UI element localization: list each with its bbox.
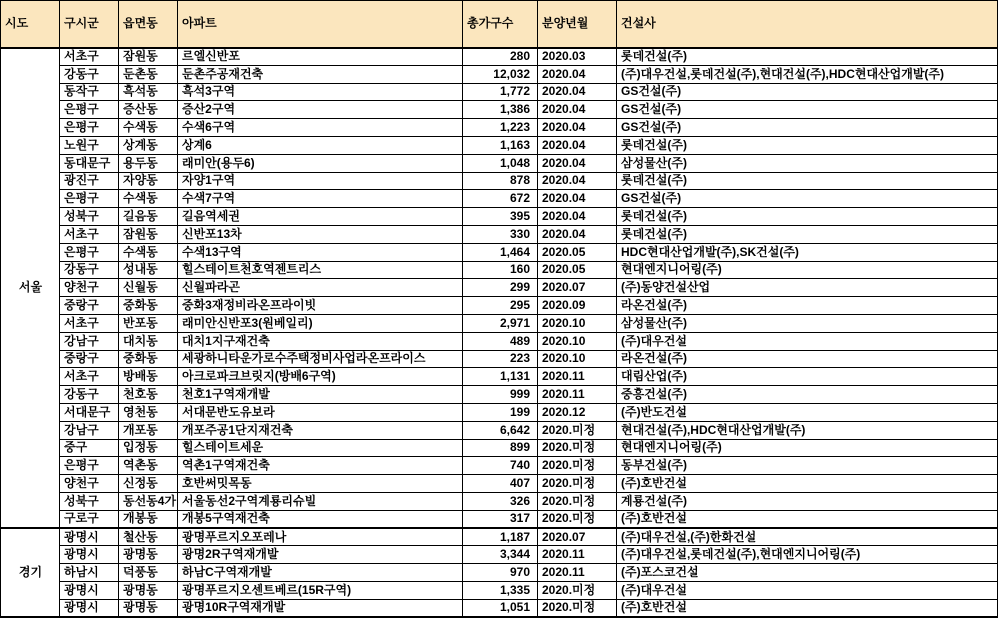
- cell-households[interactable]: 299: [463, 279, 538, 297]
- cell-sale-date[interactable]: 2020.10: [538, 350, 617, 368]
- cell-apartment[interactable]: 수색6구역: [178, 119, 463, 137]
- cell-apartment[interactable]: 세광하니타운가로수주택정비사업라온프라이스: [178, 350, 463, 368]
- table-row: [1, 368, 998, 386]
- cell-builder[interactable]: (주)대우건설: [617, 581, 998, 599]
- cell-apartment[interactable]: 수색13구역: [178, 243, 463, 261]
- table-row: [1, 510, 998, 528]
- cell-district[interactable]: 서초구: [60, 314, 119, 332]
- cell-district[interactable]: 성북구: [60, 208, 119, 226]
- cell-sale-date[interactable]: 2020.11: [538, 368, 617, 386]
- cell-households[interactable]: 326: [463, 492, 538, 510]
- cell-builder[interactable]: 라온건설(주): [617, 350, 998, 368]
- cell-district[interactable]: 광명시: [60, 528, 119, 546]
- cell-sale-date[interactable]: 2020.04: [538, 154, 617, 172]
- cell-town[interactable]: 중화동: [119, 350, 178, 368]
- cell-district[interactable]: 양천구: [60, 279, 119, 297]
- cell-sale-date[interactable]: 2020.07: [538, 279, 617, 297]
- cell-households[interactable]: 999: [463, 386, 538, 404]
- cell-district[interactable]: 은평구: [60, 101, 119, 119]
- table-row: [1, 279, 998, 297]
- cell-town[interactable]: 철산동: [119, 528, 178, 546]
- cell-apartment[interactable]: 서울동선2구역계룡리슈빌: [178, 492, 463, 510]
- cell-builder[interactable]: (주)대우건설,롯데건설(주),현대엔지니어링(주): [617, 546, 998, 564]
- cell-town[interactable]: 잠원동: [119, 48, 178, 66]
- cell-apartment[interactable]: 대치1지구재건축: [178, 332, 463, 350]
- cell-households[interactable]: 1,131: [463, 368, 538, 386]
- cell-sale-date[interactable]: 2020.07: [538, 528, 617, 546]
- cell-town[interactable]: 동선동4가: [119, 492, 178, 510]
- cell-builder[interactable]: (주)대우건설,(주)한화건설: [617, 528, 998, 546]
- cell-district[interactable]: 노원구: [60, 136, 119, 154]
- cell-district[interactable]: 서대문구: [60, 403, 119, 421]
- cell-district[interactable]: 구로구: [60, 510, 119, 528]
- cell-sale-date[interactable]: 2020.11: [538, 546, 617, 564]
- cell-town[interactable]: 수색동: [119, 190, 178, 208]
- cell-apartment[interactable]: 서대문반도유보라: [178, 403, 463, 421]
- cell-apartment[interactable]: 아크로파크브릿지(방배6구역): [178, 368, 463, 386]
- cell-builder[interactable]: 삼성물산(주): [617, 154, 998, 172]
- table-row: [1, 136, 998, 154]
- cell-households[interactable]: 12,032: [463, 65, 538, 83]
- table-row: [1, 332, 998, 350]
- cell-apartment[interactable]: 둔촌주공재건축: [178, 65, 463, 83]
- cell-households[interactable]: 1,386: [463, 101, 538, 119]
- cell-builder[interactable]: 롯데건설(주): [617, 136, 998, 154]
- cell-households[interactable]: 878: [463, 172, 538, 190]
- cell-apartment[interactable]: 힐스테이트세운: [178, 439, 463, 457]
- cell-households[interactable]: 1,048: [463, 154, 538, 172]
- cell-households[interactable]: 6,642: [463, 421, 538, 439]
- column-header-sale-date[interactable]: 분양년월: [538, 1, 617, 48]
- cell-town[interactable]: 역촌동: [119, 457, 178, 475]
- table-row: [1, 386, 998, 404]
- cell-builder[interactable]: 대림산업(주): [617, 368, 998, 386]
- cell-households[interactable]: 1,223: [463, 119, 538, 137]
- cell-sale-date[interactable]: 2020.04: [538, 208, 617, 226]
- cell-town[interactable]: 입정동: [119, 439, 178, 457]
- table-row: [1, 492, 998, 510]
- cell-builder[interactable]: 현대엔지니어링(주): [617, 439, 998, 457]
- cell-builder[interactable]: (주)호반건설: [617, 599, 998, 617]
- region-cell[interactable]: 경기: [1, 528, 60, 617]
- cell-households[interactable]: 199: [463, 403, 538, 421]
- cell-sale-date[interactable]: 2020.04: [538, 190, 617, 208]
- cell-builder[interactable]: HDC현대산업개발(주),SK건설(주): [617, 243, 998, 261]
- cell-apartment[interactable]: 개포주공1단지재건축: [178, 421, 463, 439]
- table-row: [1, 154, 998, 172]
- cell-district[interactable]: 서초구: [60, 225, 119, 243]
- cell-district[interactable]: 동작구: [60, 83, 119, 101]
- cell-sale-date[interactable]: 2020.11: [538, 564, 617, 582]
- cell-households[interactable]: 740: [463, 457, 538, 475]
- column-header-gusigun[interactable]: 구시군: [60, 1, 119, 48]
- column-header-apartment[interactable]: 아파트: [178, 1, 463, 48]
- cell-apartment[interactable]: 개봉5구역재건축: [178, 510, 463, 528]
- table-row: [1, 457, 998, 475]
- cell-apartment[interactable]: 신월파라곤: [178, 279, 463, 297]
- cell-builder[interactable]: (주)대우건설,롯데건설(주),현대건설(주),HDC현대산업개발(주): [617, 65, 998, 83]
- table-row: [1, 421, 998, 439]
- cell-sale-date[interactable]: 2020.미정: [538, 457, 617, 475]
- cell-apartment[interactable]: 르엘신반포: [178, 48, 463, 66]
- cell-households[interactable]: 1,335: [463, 581, 538, 599]
- cell-households[interactable]: 1,464: [463, 243, 538, 261]
- cell-town[interactable]: 증산동: [119, 101, 178, 119]
- cell-apartment[interactable]: 신반포13차: [178, 225, 463, 243]
- cell-town[interactable]: 영천동: [119, 403, 178, 421]
- table-row: [1, 297, 998, 315]
- cell-town[interactable]: 대치동: [119, 332, 178, 350]
- cell-builder[interactable]: (주)대우건설: [617, 332, 998, 350]
- table-row: [1, 314, 998, 332]
- table-row: [1, 581, 998, 599]
- cell-district[interactable]: 광명시: [60, 581, 119, 599]
- cell-sale-date[interactable]: 2020.04: [538, 225, 617, 243]
- table-row: [1, 475, 998, 493]
- cell-sale-date[interactable]: 2020.09: [538, 297, 617, 315]
- cell-sale-date[interactable]: 2020.04: [538, 101, 617, 119]
- cell-apartment[interactable]: 래미안(용두6): [178, 154, 463, 172]
- cell-households[interactable]: 223: [463, 350, 538, 368]
- cell-builder[interactable]: (주)반도건설: [617, 403, 998, 421]
- cell-builder[interactable]: 삼성물산(주): [617, 314, 998, 332]
- cell-apartment[interactable]: 증산2구역: [178, 101, 463, 119]
- table-row: [1, 208, 998, 226]
- cell-households[interactable]: 970: [463, 564, 538, 582]
- cell-households[interactable]: 407: [463, 475, 538, 493]
- cell-apartment[interactable]: 상계6: [178, 136, 463, 154]
- cell-town[interactable]: 신정동: [119, 475, 178, 493]
- cell-town[interactable]: 길음동: [119, 208, 178, 226]
- cell-households[interactable]: 395: [463, 208, 538, 226]
- cell-builder[interactable]: 현대건설(주),HDC현대산업개발(주): [617, 421, 998, 439]
- table-row: [1, 225, 998, 243]
- cell-apartment[interactable]: 호반써밋목동: [178, 475, 463, 493]
- cell-households[interactable]: 2,971: [463, 314, 538, 332]
- cell-sale-date[interactable]: 2020.04: [538, 172, 617, 190]
- cell-sale-date[interactable]: 2020.미정: [538, 475, 617, 493]
- cell-town[interactable]: 개포동: [119, 421, 178, 439]
- cell-apartment[interactable]: 하남C구역재개발: [178, 564, 463, 582]
- cell-town[interactable]: 반포동: [119, 314, 178, 332]
- column-header-builder[interactable]: 건설사: [617, 1, 998, 48]
- cell-district[interactable]: 광명시: [60, 599, 119, 617]
- cell-district[interactable]: 양천구: [60, 475, 119, 493]
- cell-town[interactable]: 신월동: [119, 279, 178, 297]
- cell-town[interactable]: 중화동: [119, 297, 178, 315]
- cell-district[interactable]: 강남구: [60, 332, 119, 350]
- cell-builder[interactable]: 라온건설(주): [617, 297, 998, 315]
- cell-apartment[interactable]: 길음역세권: [178, 208, 463, 226]
- cell-town[interactable]: 광명동: [119, 546, 178, 564]
- table-row: [1, 546, 998, 564]
- cell-apartment[interactable]: 흑석3구역: [178, 83, 463, 101]
- cell-households[interactable]: 1,051: [463, 599, 538, 617]
- cell-district[interactable]: 강남구: [60, 421, 119, 439]
- cell-town[interactable]: 용두동: [119, 154, 178, 172]
- cell-district[interactable]: 중구: [60, 439, 119, 457]
- cell-builder[interactable]: GS건설(주): [617, 119, 998, 137]
- table-row: [1, 599, 998, 617]
- cell-district[interactable]: 광진구: [60, 172, 119, 190]
- cell-sale-date[interactable]: 2020.04: [538, 119, 617, 137]
- cell-district[interactable]: 서초구: [60, 48, 119, 66]
- cell-households[interactable]: 317: [463, 510, 538, 528]
- cell-district[interactable]: 중랑구: [60, 350, 119, 368]
- cell-district[interactable]: 중랑구: [60, 297, 119, 315]
- cell-apartment[interactable]: 광명10R구역재개발: [178, 599, 463, 617]
- cell-sale-date[interactable]: 2020.미정: [538, 581, 617, 599]
- column-header-eupmyeondong[interactable]: 읍면동: [119, 1, 178, 48]
- cell-apartment[interactable]: 천호1구역재개발: [178, 386, 463, 404]
- cell-town[interactable]: 광명동: [119, 599, 178, 617]
- cell-households[interactable]: 3,344: [463, 546, 538, 564]
- cell-builder[interactable]: (주)호반건설: [617, 475, 998, 493]
- table-row: [1, 350, 998, 368]
- cell-households[interactable]: 1,163: [463, 136, 538, 154]
- cell-district[interactable]: 서초구: [60, 368, 119, 386]
- cell-households[interactable]: 330: [463, 225, 538, 243]
- cell-builder[interactable]: (주)포스코건설: [617, 564, 998, 582]
- cell-households[interactable]: 1,187: [463, 528, 538, 546]
- table-row: [1, 119, 998, 137]
- cell-apartment[interactable]: 역촌1구역재건축: [178, 457, 463, 475]
- cell-town[interactable]: 덕풍동: [119, 564, 178, 582]
- cell-apartment[interactable]: 중화3재정비라온프라이빗: [178, 297, 463, 315]
- cell-households[interactable]: 1,772: [463, 83, 538, 101]
- cell-builder[interactable]: (주)동양건설산업: [617, 279, 998, 297]
- cell-apartment[interactable]: 광명2R구역재개발: [178, 546, 463, 564]
- cell-sale-date[interactable]: 2020.미정: [538, 492, 617, 510]
- cell-builder[interactable]: 롯데건설(주): [617, 48, 998, 66]
- table-row: [1, 172, 998, 190]
- table-row: [1, 83, 998, 101]
- cell-sale-date[interactable]: 2020.05: [538, 243, 617, 261]
- cell-district[interactable]: 성북구: [60, 492, 119, 510]
- cell-town[interactable]: 잠원동: [119, 225, 178, 243]
- cell-builder[interactable]: 중흥건설(주): [617, 386, 998, 404]
- cell-sale-date[interactable]: 2020.11: [538, 386, 617, 404]
- cell-apartment[interactable]: 수색7구역: [178, 190, 463, 208]
- cell-households[interactable]: 160: [463, 261, 538, 279]
- table-row: [1, 564, 998, 582]
- cell-sale-date[interactable]: 2020.10: [538, 332, 617, 350]
- table-row: [1, 528, 998, 546]
- cell-district[interactable]: 동대문구: [60, 154, 119, 172]
- cell-sale-date[interactable]: 2020.미정: [538, 510, 617, 528]
- table-header: [1, 1, 998, 48]
- cell-apartment[interactable]: 광명푸르지오포레나: [178, 528, 463, 546]
- table-row: [1, 439, 998, 457]
- cell-town[interactable]: 천호동: [119, 386, 178, 404]
- cell-town[interactable]: 수색동: [119, 243, 178, 261]
- table-row: [1, 403, 998, 421]
- cell-town[interactable]: 방배동: [119, 368, 178, 386]
- cell-sale-date[interactable]: 2020.04: [538, 136, 617, 154]
- cell-sale-date[interactable]: 2020.미정: [538, 421, 617, 439]
- cell-district[interactable]: 강동구: [60, 65, 119, 83]
- cell-town[interactable]: 개봉동: [119, 510, 178, 528]
- column-header-households[interactable]: 총가구수: [463, 1, 538, 48]
- cell-town[interactable]: 둔촌동: [119, 65, 178, 83]
- cell-builder[interactable]: 롯데건설(주): [617, 225, 998, 243]
- table-body: [1, 48, 998, 618]
- cell-sale-date[interactable]: 2020.03: [538, 48, 617, 66]
- cell-households[interactable]: 489: [463, 332, 538, 350]
- cell-district[interactable]: 광명시: [60, 546, 119, 564]
- cell-apartment[interactable]: 힐스테이트천호역젠트리스: [178, 261, 463, 279]
- cell-town[interactable]: 성내동: [119, 261, 178, 279]
- table-row: [1, 48, 998, 66]
- cell-town[interactable]: 상계동: [119, 136, 178, 154]
- cell-sale-date[interactable]: 2020.04: [538, 65, 617, 83]
- cell-builder[interactable]: GS건설(주): [617, 190, 998, 208]
- cell-apartment[interactable]: 래미안신반포3(원베일리): [178, 314, 463, 332]
- table-row: [1, 190, 998, 208]
- cell-district[interactable]: 은평구: [60, 457, 119, 475]
- cell-builder[interactable]: (주)호반건설: [617, 510, 998, 528]
- column-header-sido[interactable]: 시도: [1, 1, 60, 48]
- cell-sale-date[interactable]: 2020.05: [538, 261, 617, 279]
- cell-district[interactable]: 은평구: [60, 190, 119, 208]
- region-cell[interactable]: 서울: [1, 48, 60, 529]
- cell-town[interactable]: 흑석동: [119, 83, 178, 101]
- cell-builder[interactable]: GS건설(주): [617, 83, 998, 101]
- header-row: [1, 1, 998, 48]
- cell-district[interactable]: 강동구: [60, 261, 119, 279]
- cell-town[interactable]: 광명동: [119, 581, 178, 599]
- cell-sale-date[interactable]: 2020.미정: [538, 439, 617, 457]
- table-row: [1, 101, 998, 119]
- table-row: [1, 261, 998, 279]
- table-row: [1, 65, 998, 83]
- cell-sale-date[interactable]: 2020.12: [538, 403, 617, 421]
- cell-sale-date[interactable]: 2020.10: [538, 314, 617, 332]
- cell-households[interactable]: 899: [463, 439, 538, 457]
- cell-apartment[interactable]: 자양1구역: [178, 172, 463, 190]
- cell-households[interactable]: 672: [463, 190, 538, 208]
- cell-builder[interactable]: 롯데건설(주): [617, 172, 998, 190]
- cell-sale-date[interactable]: 2020.04: [538, 83, 617, 101]
- cell-sale-date[interactable]: 2020.미정: [538, 599, 617, 617]
- cell-district[interactable]: 은평구: [60, 243, 119, 261]
- cell-district[interactable]: 은평구: [60, 119, 119, 137]
- cell-builder[interactable]: 동부건설(주): [617, 457, 998, 475]
- cell-district[interactable]: 하남시: [60, 564, 119, 582]
- cell-apartment[interactable]: 광명푸르지오센트베르(15R구역): [178, 581, 463, 599]
- cell-households[interactable]: 280: [463, 48, 538, 66]
- table-row: [1, 243, 998, 261]
- cell-builder[interactable]: 계룡건설(주): [617, 492, 998, 510]
- cell-district[interactable]: 강동구: [60, 386, 119, 404]
- cell-town[interactable]: 자양동: [119, 172, 178, 190]
- cell-town[interactable]: 수색동: [119, 119, 178, 137]
- cell-households[interactable]: 295: [463, 297, 538, 315]
- cell-builder[interactable]: 현대엔지니어링(주): [617, 261, 998, 279]
- cell-builder[interactable]: GS건설(주): [617, 101, 998, 119]
- cell-builder[interactable]: 롯데건설(주): [617, 208, 998, 226]
